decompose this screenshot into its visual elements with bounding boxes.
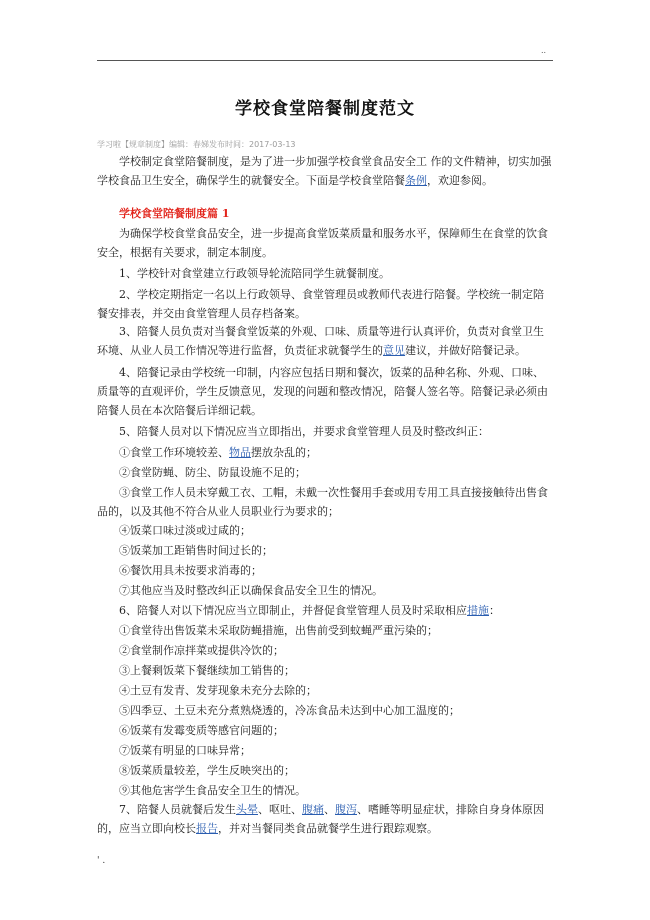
- list-item: [97, 443, 553, 462]
- intro-paragraph: [97, 152, 553, 190]
- intro-text-end: ，欢迎参阅。: [427, 174, 493, 187]
- list-item: ②食堂防蝇、防尘、防鼠设施不足的；: [119, 466, 306, 479]
- paragraph-item-4: 4、陪餐记录由学校统一印制，内容应包括日期和餐次，饭菜的品种名称、外观、口味、质量等的直观评价，学生反馈意见，发现的问题和整改情况，陪餐人签名等。陪餐记录必须由陪餐人员在本次陪餐后详细记载。: [97, 366, 548, 417]
- item-7-text-c: 、: [324, 803, 335, 816]
- item-3-text: 3、陪餐人员负责对当餐食堂饭菜的外观、口味、质量等进行认真评价，负责对食堂卫生环境、从业人员工作情况等进行监督，负责征求就餐学生的: [97, 325, 544, 357]
- page-title: 学校食堂陪餐制度范文: [235, 99, 415, 119]
- intro-text: 学校制定食堂陪餐制度，是为了进一步加强学校食堂食品安全工 作的文件精神，切实加强学校食品卫生安全，确保学生的就餐安全。下面是学校食堂陪餐: [97, 155, 552, 187]
- item-7-link-report[interactable]: 报告: [196, 822, 218, 835]
- list-item: ⑥饭菜有发霉变质等感官问题的；: [119, 724, 284, 737]
- meta-date-label: 发布时间：: [209, 140, 249, 149]
- paragraph-item-7: [97, 800, 553, 838]
- header-mark: ..: [541, 46, 547, 55]
- item-7-text-d: 、嗜睡等明显症状，排除自身身体原因的，应当立即向校长: [97, 803, 544, 835]
- paragraph-item-1: 1、学校针对食堂建立行政领导轮流陪同学生就餐制度。: [119, 267, 390, 280]
- item-6-text-end: ：: [489, 604, 500, 617]
- paragraph-item-5: 5、陪餐人员对以下情况应当立即指出，并要求食堂管理人员及时整改纠正：: [119, 425, 489, 438]
- item-7-link-dizziness[interactable]: 头晕: [236, 803, 258, 816]
- item-7-link-abdominal-pain[interactable]: 腹痛: [302, 803, 324, 816]
- list-item: ⑨其他危害学生食品安全卫生的情况。: [119, 784, 306, 797]
- list-item: ③食堂工作人员未穿戴工衣、工帽，未戴一次性餐用手套或用专用工具直接接触待出售食品的，以及其他不符合从业人员职业行为要求的；: [97, 486, 548, 518]
- paragraph-item-6: [97, 601, 553, 620]
- item-3-text-end: 建议，并做好陪餐记录。: [405, 344, 526, 357]
- list-item: ②食堂制作凉拌菜或提供冷饮的；: [119, 644, 284, 657]
- item-7-link-diarrhea[interactable]: 腹泻: [335, 803, 357, 816]
- item-5-1-text: ①食堂工作环境较差、: [119, 446, 229, 459]
- meta-editor: 春娣: [193, 140, 209, 149]
- item-7-text-e: ，并对当餐同类食品就餐学生进行跟踪观察。: [218, 822, 438, 835]
- item-6-text: 6、陪餐人对以下情况应当立即制止，并督促食堂管理人员及时采取相应: [119, 604, 467, 617]
- list-item: ④土豆有发青、发芽现象未充分去除的；: [119, 684, 317, 697]
- list-item: ⑧饭菜质量较差，学生反映突出的；: [119, 764, 295, 777]
- article-meta: [97, 139, 296, 150]
- list-item: ⑤四季豆、土豆未充分煮熟烧透的，冷冻食品未达到中心加工温度的；: [119, 704, 460, 717]
- section-heading: 学校食堂陪餐制度篇 1: [119, 207, 230, 220]
- list-item: ③上餐剩饭菜下餐继续加工销售的；: [119, 664, 295, 677]
- item-5-1-text-end: 摆放杂乱的；: [251, 446, 317, 459]
- paragraph-item-3: [97, 322, 553, 360]
- footer-mark: ' .: [97, 856, 106, 866]
- header-rule: [97, 60, 553, 61]
- list-item: ⑦饭菜有明显的口味异常；: [119, 744, 251, 757]
- list-item: ④饭菜口味过淡或过咸的；: [119, 524, 251, 537]
- item-3-link[interactable]: 意见: [383, 344, 405, 357]
- meta-date: 2017-03-13: [249, 140, 296, 149]
- list-item: ⑦其他应当及时整改纠正以确保食品安全卫生的情况。: [119, 584, 383, 597]
- list-item: ⑤饭菜加工距销售时间过长的；: [119, 544, 273, 557]
- meta-source: 学习啦【规章制度】编辑：: [97, 140, 193, 149]
- item-5-1-link[interactable]: 物品: [229, 446, 251, 459]
- paragraph-purpose: 为确保学校食堂食品安全，进一步提高食堂饭菜质量和服务水平，保障师生在食堂的饮食安全，根据有关要求，制定本制度。: [97, 227, 548, 259]
- list-item: ⑥餐饮用具未按要求消毒的；: [119, 564, 262, 577]
- list-item: ①食堂待出售饭菜未采取防蝇措施，出售前受到蚊蝇严重污染的；: [119, 624, 438, 637]
- item-7-text-a: 7、陪餐人员就餐后发生: [119, 803, 236, 816]
- paragraph-item-2: 2、学校定期指定一名以上行政领导、食堂管理员或教师代表进行陪餐。学校统一制定陪餐安排表，并交由食堂管理人员存档备案。: [97, 288, 544, 320]
- item-7-text-b: 、呕吐、: [258, 803, 302, 816]
- intro-link[interactable]: 条例: [405, 174, 427, 187]
- item-6-link[interactable]: 措施: [467, 604, 489, 617]
